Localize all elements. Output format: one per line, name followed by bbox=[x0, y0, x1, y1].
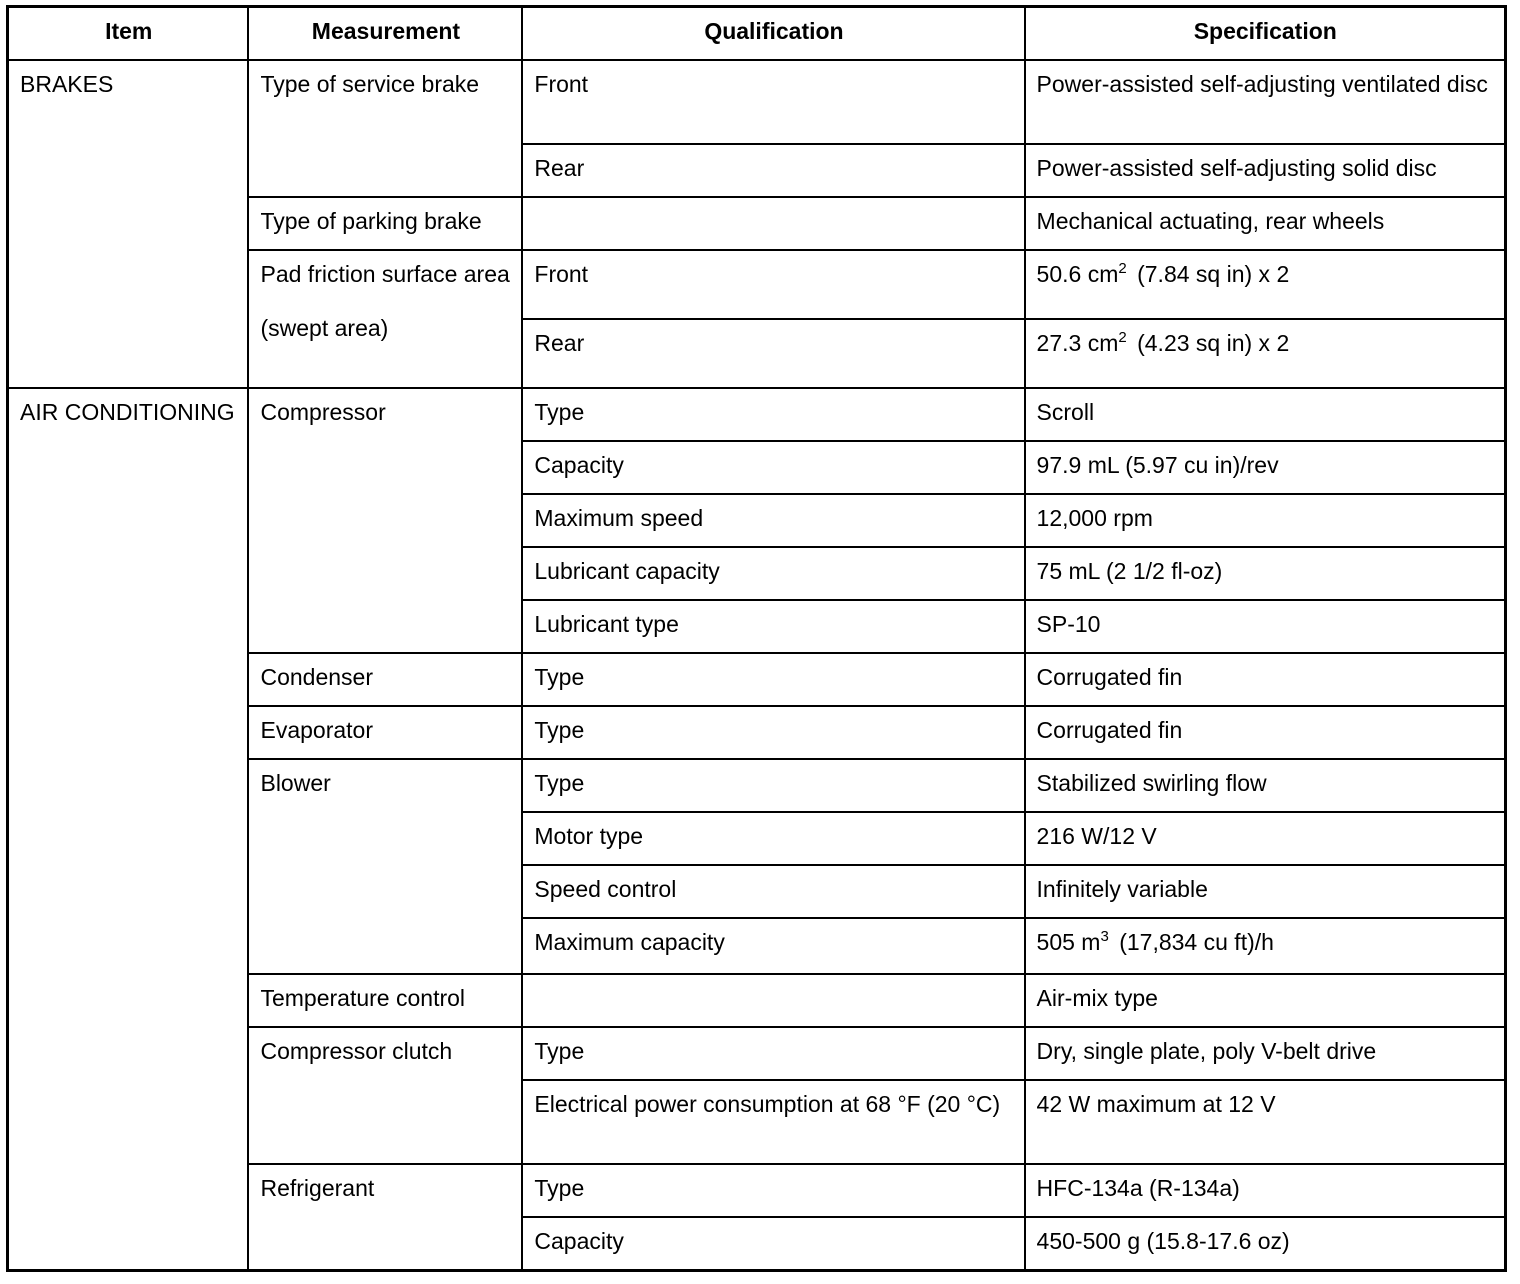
qualification-cell: Type bbox=[522, 388, 1024, 441]
measurement-compressor: Compressor bbox=[248, 388, 522, 653]
qualification-cell: Electrical power consumption at 68 °F (20 °C) bbox=[522, 1080, 1024, 1164]
qualification-cell: Capacity bbox=[522, 441, 1024, 494]
specification-cell: 97.9 mL (5.97 cu in)/rev bbox=[1025, 441, 1506, 494]
superscript: 2 bbox=[1118, 329, 1127, 346]
item-brakes: BRAKES bbox=[8, 60, 249, 388]
qualification-cell: Type bbox=[522, 706, 1024, 759]
qualification-cell: Type bbox=[522, 1164, 1024, 1217]
specification-cell: SP-10 bbox=[1025, 600, 1506, 653]
measurement-temperature-control: Temperature control bbox=[248, 974, 522, 1027]
superscript: 3 bbox=[1100, 928, 1109, 945]
measurement-evaporator: Evaporator bbox=[248, 706, 522, 759]
measurement-condenser: Condenser bbox=[248, 653, 522, 706]
qualification-cell: Capacity bbox=[522, 1217, 1024, 1270]
specification-cell: Air-mix type bbox=[1025, 974, 1506, 1027]
specification-cell: Stabilized swirling flow bbox=[1025, 759, 1506, 812]
specifications-table bbox=[6, 5, 1507, 1272]
specification-cell bbox=[1025, 918, 1506, 974]
qualification-cell bbox=[522, 974, 1024, 1027]
qualification-cell: Type bbox=[522, 759, 1024, 812]
table-row bbox=[8, 388, 1506, 441]
qualification-cell: Lubricant capacity bbox=[522, 547, 1024, 600]
specification-cell: 12,000 rpm bbox=[1025, 494, 1506, 547]
qualification-cell: Type bbox=[522, 653, 1024, 706]
specification-cell: Corrugated fin bbox=[1025, 706, 1506, 759]
item-air-conditioning: AIR CONDITIONING bbox=[8, 388, 249, 1270]
spec-value: 27.3 cm bbox=[1036, 330, 1119, 356]
qualification-cell: Motor type bbox=[522, 812, 1024, 865]
specification-cell: HFC-134a (R-134a) bbox=[1025, 1164, 1506, 1217]
specification-cell: Corrugated fin bbox=[1025, 653, 1506, 706]
qualification-cell: Front bbox=[522, 60, 1024, 144]
qualification-cell bbox=[522, 197, 1024, 250]
measurement-refrigerant: Refrigerant bbox=[248, 1164, 522, 1270]
header-specification: Specification bbox=[1025, 7, 1506, 61]
specification-cell: 75 mL (2 1/2 fl-oz) bbox=[1025, 547, 1506, 600]
specification-cell: 450-500 g (15.8-17.6 oz) bbox=[1025, 1217, 1506, 1270]
qualification-cell: Speed control bbox=[522, 865, 1024, 918]
specification-cell bbox=[1025, 319, 1506, 388]
measurement-service-brake: Type of service brake bbox=[248, 60, 522, 197]
spec-value: (17,834 cu ft)/h bbox=[1119, 929, 1274, 955]
superscript: 2 bbox=[1118, 260, 1127, 277]
qualification-cell: Rear bbox=[522, 319, 1024, 388]
specification-cell bbox=[1025, 250, 1506, 319]
spec-value: 505 m bbox=[1036, 929, 1101, 955]
header-measurement: Measurement bbox=[248, 7, 522, 61]
specification-cell: 216 W/12 V bbox=[1025, 812, 1506, 865]
header-row bbox=[8, 7, 1506, 61]
header-qualification: Qualification bbox=[522, 7, 1024, 61]
measurement-pad-friction bbox=[248, 250, 522, 388]
pad-friction-label: Pad friction surface area bbox=[260, 261, 510, 287]
qualification-cell: Type bbox=[522, 1027, 1024, 1080]
specification-cell: Dry, single plate, poly V-belt drive bbox=[1025, 1027, 1506, 1080]
specification-cell: Power-assisted self-adjusting ventilated disc bbox=[1025, 60, 1506, 144]
specification-cell: Scroll bbox=[1025, 388, 1506, 441]
specification-cell: Power-assisted self-adjusting solid disc bbox=[1025, 144, 1506, 197]
specification-cell: 42 W maximum at 12 V bbox=[1025, 1080, 1506, 1164]
header-item: Item bbox=[8, 7, 249, 61]
measurement-blower: Blower bbox=[248, 759, 522, 974]
spec-value: (7.84 sq in) x 2 bbox=[1137, 261, 1290, 287]
specification-cell: Mechanical actuating, rear wheels bbox=[1025, 197, 1506, 250]
table-row bbox=[8, 60, 1506, 144]
spec-value: (4.23 sq in) x 2 bbox=[1137, 330, 1290, 356]
spec-value: 50.6 cm bbox=[1036, 261, 1119, 287]
qualification-cell: Front bbox=[522, 250, 1024, 319]
qualification-cell: Lubricant type bbox=[522, 600, 1024, 653]
measurement-compressor-clutch: Compressor clutch bbox=[248, 1027, 522, 1164]
qualification-cell: Maximum speed bbox=[522, 494, 1024, 547]
pad-friction-note: (swept area) bbox=[260, 315, 389, 341]
qualification-cell: Maximum capacity bbox=[522, 918, 1024, 974]
specification-cell: Infinitely variable bbox=[1025, 865, 1506, 918]
measurement-parking-brake: Type of parking brake bbox=[248, 197, 522, 250]
qualification-cell: Rear bbox=[522, 144, 1024, 197]
